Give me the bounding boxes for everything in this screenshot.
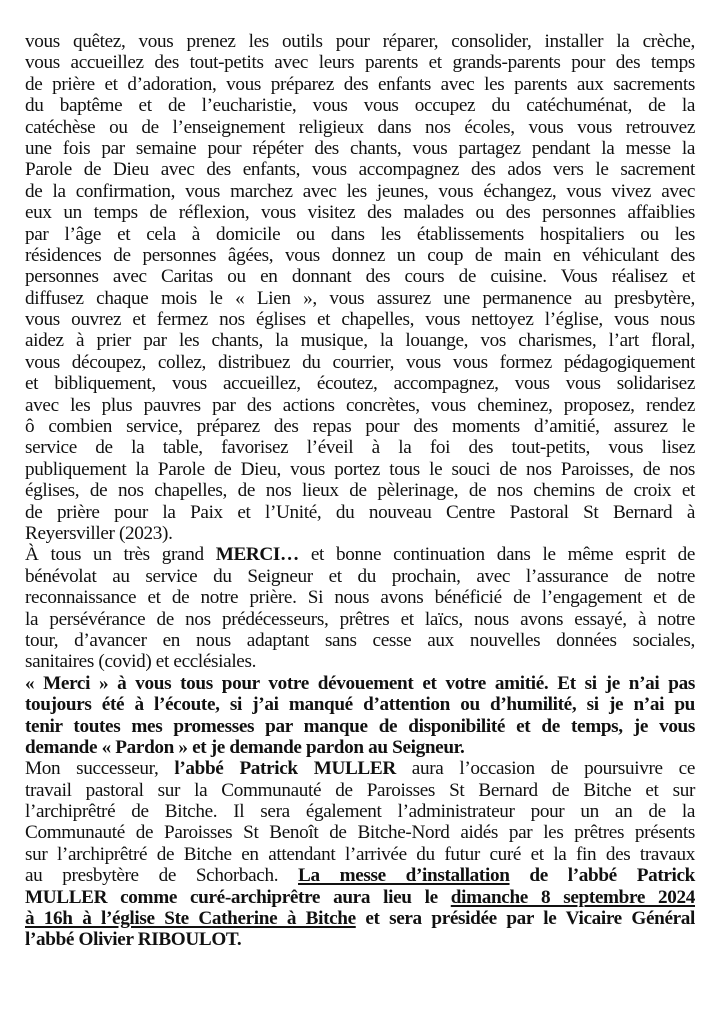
text-run: du baptême et de l’eucharistie, vous vous occupez du catéchuménat, de la bbox=[25, 95, 695, 117]
text-line bbox=[25, 117, 695, 138]
text-run: résidences de personnes âgées, vous donnez un coup de main en véhiculant des bbox=[25, 244, 695, 266]
text-line bbox=[25, 31, 695, 52]
text-line bbox=[25, 523, 695, 544]
text-line bbox=[25, 138, 695, 159]
document-page bbox=[25, 31, 695, 951]
bold-text: de l’abbé Patrick bbox=[509, 865, 695, 887]
text-line bbox=[25, 887, 695, 908]
text-line bbox=[25, 566, 695, 587]
text-line bbox=[25, 673, 695, 694]
text-run: Reyersviller (2023). bbox=[25, 522, 173, 544]
text-line bbox=[25, 844, 695, 865]
text-line bbox=[25, 801, 695, 822]
text-line bbox=[25, 352, 695, 373]
text-run: Mon successeur, bbox=[25, 758, 175, 780]
text-line bbox=[25, 181, 695, 202]
text-run: de prière pour la Paix et l’Unité, du nouveau Centre Pastoral St Bernard à bbox=[25, 501, 695, 523]
text-run: sanitaires (covid) et ecclésiales. bbox=[25, 651, 257, 673]
text-run: au presbytère de Schorbach. bbox=[25, 865, 299, 887]
text-line bbox=[25, 865, 695, 886]
text-line bbox=[25, 908, 695, 929]
text-run: aura l’occasion de poursuivre ce bbox=[395, 758, 695, 780]
text-line bbox=[25, 309, 695, 330]
text-run: vous quêtez, vous prenez les outils pour réparer, consolider, installer la crèche, bbox=[25, 31, 695, 52]
bold-text: l’abbé Olivier RIBOULOT. bbox=[25, 929, 242, 951]
text-run: avec les plus pauvres par des actions concrètes, vous cheminez, proposez, rendez bbox=[25, 394, 695, 416]
text-run: vous découpez, collez, distribuez du courrier, vous vous formez pédagogiquement bbox=[25, 351, 695, 373]
text-line bbox=[25, 202, 695, 223]
text-line bbox=[25, 437, 695, 458]
text-line bbox=[25, 159, 695, 180]
text-line bbox=[25, 780, 695, 801]
text-line bbox=[25, 480, 695, 501]
text-run: publiquement la Parole de Dieu, vous portez tous le souci de nos Paroisses, de nos bbox=[25, 458, 695, 480]
emphasized-underlined-text: dimanche 8 septembre 2024 bbox=[450, 886, 695, 908]
text-run: et bibliquement, vous accueillez, écoutez, accompagnez, vous vous solidarisez bbox=[25, 373, 695, 395]
bold-text: MULLER comme curé-archiprêtre aura lieu le bbox=[25, 886, 451, 908]
text-run: Parole de Dieu avec des enfants, vous accompagnez des ados vers le sacrement bbox=[25, 159, 695, 181]
text-run: diffusez chaque mois le « Lien », vous assurez une permanence au presbytère, bbox=[25, 287, 695, 309]
bold-text: et sera présidée par le Vicaire Général bbox=[355, 908, 696, 930]
text-run: personnes avec Caritas ou en donnant des cours de cuisine. Vous réalisez et bbox=[25, 266, 695, 288]
text-line bbox=[25, 224, 695, 245]
text-line bbox=[25, 758, 695, 779]
text-line bbox=[25, 822, 695, 843]
text-line bbox=[25, 651, 695, 672]
text-line bbox=[25, 266, 695, 287]
text-run: travail pastoral sur la Communauté de Paroisses St Bernard de Bitche et sur bbox=[25, 779, 695, 801]
text-run: vous ouvrez et fermez nos églises et chapelles, vous nettoyez l’église, vous nous bbox=[25, 309, 695, 331]
text-line bbox=[25, 95, 695, 116]
text-line bbox=[25, 587, 695, 608]
text-run: vous accueillez des tout-petits avec leurs parents et grands-parents pour des temps bbox=[25, 52, 695, 74]
text-line bbox=[25, 929, 695, 950]
text-line bbox=[25, 288, 695, 309]
text-line bbox=[25, 630, 695, 651]
text-run: la persévérance de nos prédécesseurs, prêtres et laïcs, nous avons essayé, à notre bbox=[25, 608, 695, 630]
text-run: et bonne continuation dans le même esprit de bbox=[298, 544, 695, 566]
text-run: service de la table, favorisez l’éveil à la foi des tout-petits, vous lisez bbox=[25, 437, 695, 459]
text-line bbox=[25, 416, 695, 437]
bold-text: tenir toutes mes promesses par manque de disponibilité et de temps, je vous bbox=[25, 715, 695, 737]
text-run: À tous un très grand bbox=[25, 544, 216, 566]
text-line bbox=[25, 544, 695, 565]
text-run: sur l’archiprêtré de Bitche en attendant l’arrivée du futur curé et la fin des travaux bbox=[25, 843, 695, 865]
text-run: eux un temps de réflexion, vous visitez des malades ou des personnes affaiblies bbox=[25, 202, 695, 224]
text-run: Communauté de Paroisses St Benoît de Bitche-Nord aidés par les prêtres présents bbox=[25, 822, 695, 844]
text-line bbox=[25, 52, 695, 73]
text-run: tour, d’avancer en nous adaptant sans cesse aux nouvelles données sociales, bbox=[25, 629, 695, 651]
text-line bbox=[25, 330, 695, 351]
text-run: bénévolat au service du Seigneur et du prochain, avec l’assurance de notre bbox=[25, 565, 695, 587]
text-line bbox=[25, 737, 695, 758]
text-line bbox=[25, 373, 695, 394]
bold-text: demande « Pardon » et je demande pardon au Seigneur. bbox=[25, 736, 465, 758]
text-line bbox=[25, 459, 695, 480]
text-run: aidez à prier par les chants, la musique, la louange, vos charismes, l’art floral, bbox=[25, 330, 695, 352]
bold-text: toujours été à l’écoute, si j’ai manqué d’attention ou d’humilité, si je n’ai pu bbox=[25, 694, 695, 716]
emphasized-underlined-text: à 16h à l’église Ste Catherine à Bitche bbox=[25, 908, 356, 930]
emphasized-underlined-text: La messe d’installation bbox=[298, 865, 510, 887]
bold-text: MERCI… bbox=[215, 544, 299, 566]
text-line bbox=[25, 609, 695, 630]
text-run: églises, de nos chapelles, de nos lieux de pèlerinage, de nos chemins de croix et bbox=[25, 480, 695, 502]
text-line bbox=[25, 716, 695, 737]
text-run: par l’âge et cela à domicile ou dans les établissements hospitaliers ou les bbox=[25, 223, 695, 245]
bold-text: l’abbé Patrick MULLER bbox=[174, 758, 396, 780]
bold-text: « Merci » à vous tous pour votre dévouement et votre amitié. Et si je n’ai pas bbox=[25, 672, 695, 694]
text-run: catéchèse ou de l’enseignement religieux dans nos écoles, vous vous retrouvez bbox=[25, 116, 695, 138]
text-run: une fois par semaine pour répéter des chants, vous partagez pendant la messe la bbox=[25, 137, 695, 159]
text-line bbox=[25, 74, 695, 95]
text-run: reconnaissance et de notre prière. Si nous avons bénéficié de l’engagement et de bbox=[25, 587, 695, 609]
text-run: ô combien service, préparez des repas pour des moments d’amitié, assurez le bbox=[25, 416, 695, 438]
text-line bbox=[25, 395, 695, 416]
text-line bbox=[25, 245, 695, 266]
text-line bbox=[25, 694, 695, 715]
text-run: l’archiprêtré de Bitche. Il sera également l’administrateur pour un an de la bbox=[25, 801, 695, 823]
text-run: de la confirmation, vous marchez avec les jeunes, vous échangez, vous vivez avec bbox=[25, 180, 695, 202]
text-line bbox=[25, 502, 695, 523]
text-run: de prière et d’adoration, vous préparez des enfants avec les parents aux sacrements bbox=[25, 73, 695, 95]
